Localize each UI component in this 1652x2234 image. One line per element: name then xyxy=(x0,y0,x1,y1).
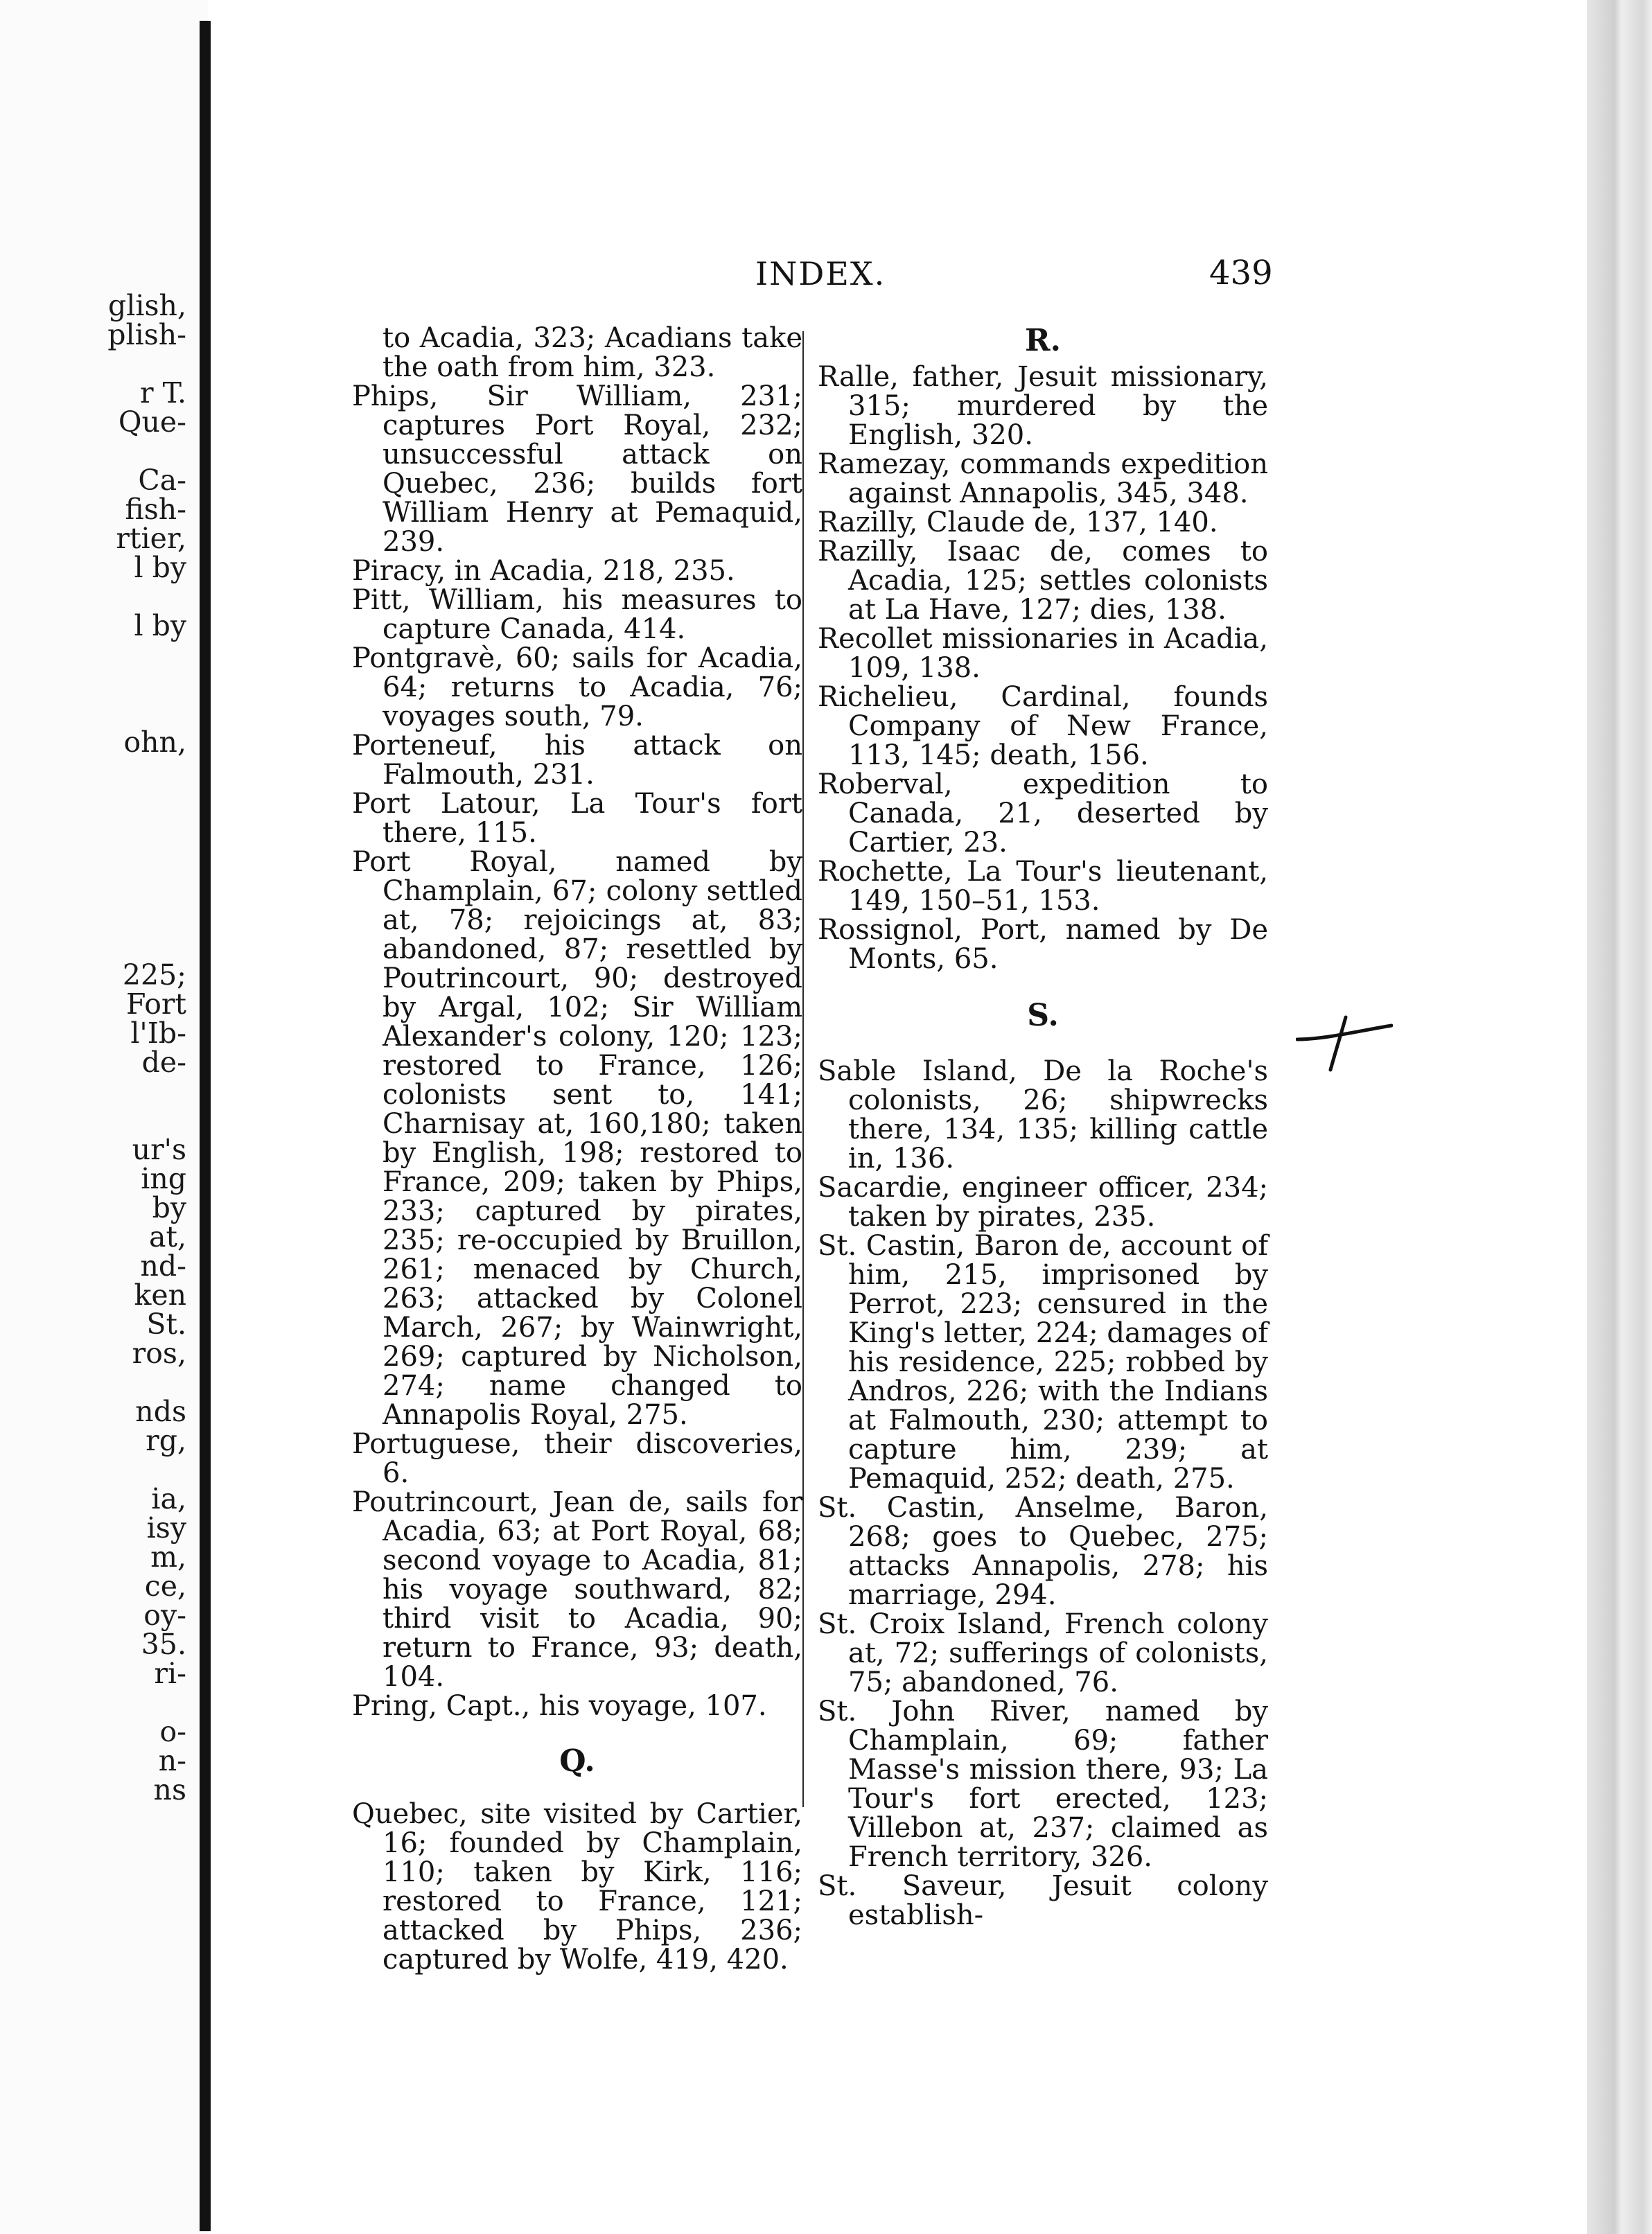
previous-page-line: r T. xyxy=(140,376,186,410)
previous-page-line: Fort xyxy=(126,987,186,1021)
previous-page-line xyxy=(107,931,186,960)
column-divider xyxy=(802,331,804,1807)
previous-page-line: glish, xyxy=(108,289,186,322)
index-entry: Roberval, expedition to Canada, 21, deserted by Cartier, 23. xyxy=(818,768,1268,859)
index-entry: Portuguese, their discoveries, 6. xyxy=(352,1428,802,1489)
index-entries-r xyxy=(818,362,1268,974)
index-entry: Phips, Sir William, 231; captures Port Royal, 232; unsuccessful attack on Quebec, 236; builds fort William Henry at Pemaquid, 239. xyxy=(352,380,802,558)
previous-page-line: ns xyxy=(153,1773,186,1806)
index-entry: St. Castin, Anselme, Baron, 268; goes to Quebec, 275; attacks Annapolis, 278; his marriage, 294. xyxy=(818,1492,1268,1611)
index-entry-continuation: to Acadia, 323; Acadians take the oath from him, 323. xyxy=(383,322,802,383)
section-letter-s: S. xyxy=(1027,998,1059,1033)
previous-page-line: Ca- xyxy=(138,464,186,497)
index-entry: Sacardie, engineer officer, 234; taken by pirates, 235. xyxy=(818,1172,1268,1233)
previous-page-line: rg, xyxy=(146,1424,186,1457)
previous-page-line: ur's xyxy=(132,1133,186,1166)
index-entry: Razilly, Claude de, 137, 140. xyxy=(818,507,1218,538)
previous-page-line: ia, xyxy=(151,1482,186,1515)
index-entries-s xyxy=(818,1057,1268,1930)
previous-page-line: plish- xyxy=(107,318,186,351)
previous-page-line: ros, xyxy=(132,1337,186,1370)
index-column-right xyxy=(818,324,1268,1930)
index-entry: Pontgravè, 60; sails for Acadia, 64; returns to Acadia, 76; voyages south, 79. xyxy=(352,642,802,732)
index-entries-q xyxy=(352,1800,802,1974)
previous-page-line xyxy=(107,437,186,466)
index-entry: Port Latour, La Tour's fort there, 115. xyxy=(352,788,802,849)
previous-page-text xyxy=(107,291,186,1804)
page-number: 439 xyxy=(1209,254,1273,292)
previous-page-line: ce, xyxy=(144,1569,186,1603)
previous-page-line: 225; xyxy=(122,958,186,992)
index-entry: Ralle, father, Jesuit missionary, 315; murdered by the English, 320. xyxy=(818,361,1268,451)
index-entry: St. Croix Island, French colony at, 72; sufferings of colonists, 75; abandoned, 76. xyxy=(818,1608,1268,1698)
previous-page-line xyxy=(107,698,186,728)
index-entry: Pitt, William, his measures to capture Canada, 414. xyxy=(352,584,802,645)
previous-page-line xyxy=(107,786,186,815)
previous-page-line: l by xyxy=(134,551,186,584)
index-entry: Sable Island, De la Roche's colonists, 26; shipwrecks there, 134, 135; killing cattle in, 136. xyxy=(818,1055,1268,1175)
previous-page-line: ri- xyxy=(154,1657,186,1690)
index-entry: Port Royal, named by Champlain, 67; colony settled at, 78; rejoicings at, 83; abandoned, 87; resettled by Poutrincourt, 90; destroyed by Argal, 102; Sir William Alexander's colony, 120; 123; restored to France, 126; colonists sent to, 141; Charnisay at, 160,180; taken by English, 198; restored to France, 209; taken by Phips, 233; captured by pirates, 235; re-occupied by Bruillon, 261; menaced by Church, 263; attacked by Colonel March, 267; by Wainwright, 269; captured by Nicholson, 274; name changed to Annapolis Royal, 275. xyxy=(352,846,802,1431)
index-entry: Piracy, in Acadia, 218, 235. xyxy=(352,555,735,587)
book-gutter xyxy=(200,21,211,2231)
previous-page-line xyxy=(107,1688,186,1717)
index-entry: Rochette, La Tour's lieutenant, 149, 150–51, 153. xyxy=(818,856,1268,917)
section-letter-q: Q. xyxy=(559,1743,595,1779)
handwritten-cross-mark xyxy=(1296,1012,1393,1074)
previous-page-line xyxy=(107,582,186,611)
page-title: INDEX. xyxy=(755,255,886,292)
previous-page-line xyxy=(107,844,186,873)
previous-page-line: Que- xyxy=(118,405,186,439)
previous-page-line: ohn, xyxy=(123,725,186,759)
index-entry: St. John River, named by Champlain, 69; father Masse's mission there, 93; La Tour's fort erected, 123; Villebon at, 237; claimed as French territory, 326. xyxy=(818,1696,1268,1873)
index-entry: Richelieu, Cardinal, founds Company of New France, 113, 145; death, 156. xyxy=(818,681,1268,771)
previous-page-line: nd- xyxy=(140,1249,186,1283)
previous-page-line xyxy=(107,640,186,669)
previous-page-line: n- xyxy=(158,1744,186,1777)
previous-page-line xyxy=(107,349,186,378)
previous-page-line: l'Ib- xyxy=(130,1017,186,1050)
previous-page-line: m, xyxy=(150,1540,186,1574)
previous-page-line xyxy=(107,1368,186,1397)
previous-page-line xyxy=(107,1455,186,1484)
previous-page-line xyxy=(107,873,186,902)
index-entry: Rossignol, Port, named by De Monts, 65. xyxy=(818,914,1268,975)
previous-page-line xyxy=(107,1077,186,1106)
previous-page-line: l by xyxy=(134,609,186,642)
previous-page-line: 35. xyxy=(141,1628,186,1661)
previous-page-line xyxy=(107,669,186,698)
previous-page-line: rtier, xyxy=(116,522,186,555)
previous-page-line xyxy=(107,815,186,844)
index-entry: Quebec, site visited by Cartier, 16; founded by Champlain, 110; taken by Kirk, 116; restored to France, 121; attacked by Phips, 236; captured by Wolfe, 419, 420. xyxy=(352,1798,802,1976)
previous-page-line: oy- xyxy=(143,1599,186,1632)
previous-page-line: nds xyxy=(135,1395,186,1428)
previous-page-line: fish- xyxy=(125,493,186,526)
index-entry: Pring, Capt., his voyage, 107. xyxy=(352,1690,767,1722)
section-letter-r: R. xyxy=(1025,323,1061,358)
previous-page-line: ken xyxy=(134,1278,186,1312)
index-column-left xyxy=(352,324,802,1974)
page-edge xyxy=(1587,0,1652,2234)
previous-page-line: at, xyxy=(149,1220,186,1254)
previous-page-line: by xyxy=(152,1191,186,1224)
previous-page-line: ing xyxy=(141,1162,186,1195)
index-entry: Poutrincourt, Jean de, sails for Acadia, 63; at Port Royal, 68; second voyage to Acadia, 81; his voyage southward, 82; third visit to Acadia, 90; return to France, 93; death, 104. xyxy=(352,1486,802,1693)
index-entry: Razilly, Isaac de, comes to Acadia, 125; settles colonists at La Have, 127; dies, 138. xyxy=(818,536,1268,626)
index-entry: Recollet missionaries in Acadia, 109, 138. xyxy=(818,623,1268,684)
index-entry: St. Castin, Baron de, account of him, 215, imprisoned by Perrot, 223; censured in the King's letter, 224; damages of his residence, 225; robbed by Andros, 226; with the Indians at Falmouth, 230; attempt to capture him, 239; at Pemaquid, 252; death, 275. xyxy=(818,1230,1268,1495)
previous-page-line: St. xyxy=(146,1308,186,1341)
previous-page-line xyxy=(107,902,186,931)
index-entry: Ramezay, commands expedition against Annapolis, 345, 348. xyxy=(818,448,1268,509)
previous-page-line: isy xyxy=(146,1511,186,1545)
previous-page-line xyxy=(107,1106,186,1135)
previous-page-line xyxy=(107,757,186,786)
previous-page-line: o- xyxy=(159,1715,186,1748)
index-entry: Porteneuf, his attack on Falmouth, 231. xyxy=(352,730,802,791)
index-entries-p xyxy=(352,382,802,1721)
index-entry: St. Saveur, Jesuit colony establish- xyxy=(818,1870,1268,1931)
previous-page-line: de- xyxy=(141,1046,186,1079)
